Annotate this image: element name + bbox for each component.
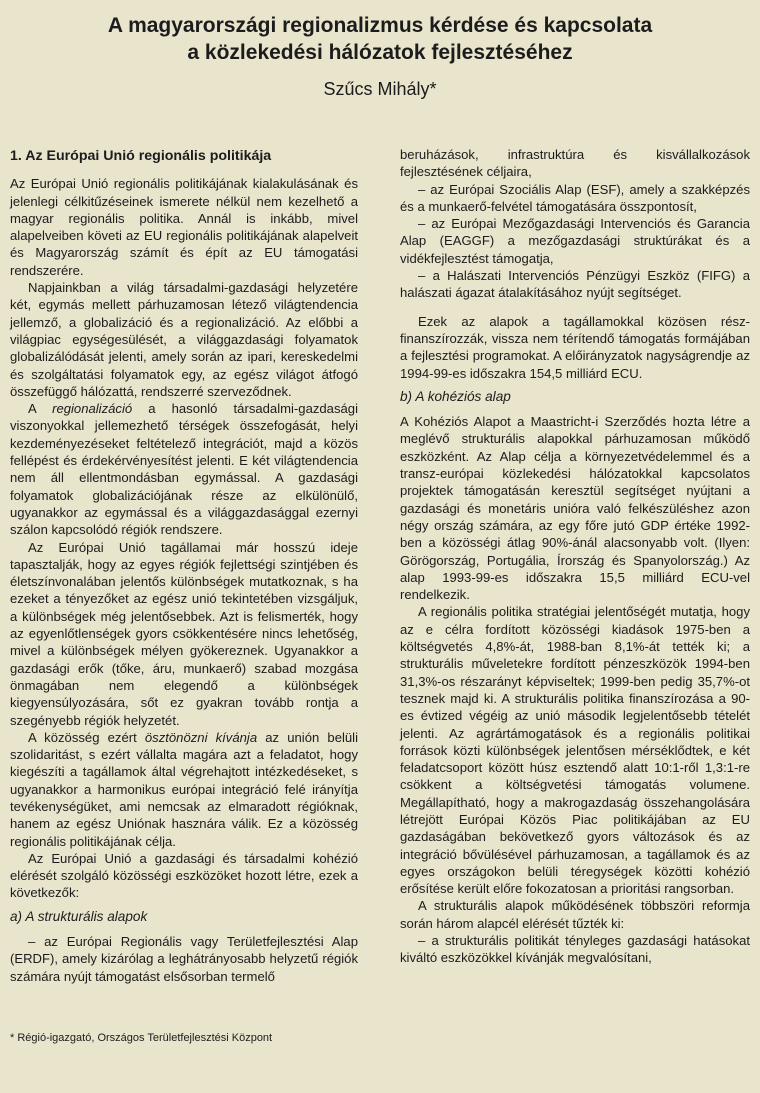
title-line-1: A magyarországi regionalizmus kérdése és kapcsolata — [107, 14, 653, 37]
paragraph: Az Európai Unió tagállamai már hosszú ideje tapasztalják, hogy az egyes régiók fejlettségi szintjében és életszínvonalában jelentős különbségek mutatkoznak, s ha ezeket a tényezőket az egész unió tekintetében vizsgáljuk, a különbségek még jelentősebbek. Azt is felismerték, hogy az egyenlőtlenségek gyors csökkentésére nincs lehetőség, mivel a különbségek mélyen gyökereznek. Ugyanakkor a gazdasági erők (tőke, áru, munkaerő) szabad mozgása önmagában nem elegendő a különbségek kiegyensúlyozására, sőt ez gyakran tovább rontja a szegényebb régiók helyzetét. — [10, 539, 358, 728]
paragraph: – az Európai Regionális vagy Területfejlesztési Alap (ERDF), amely kizárólag a leghátrányosabb helyzetű régiók számára nyújt támogatást elsősorban termelő — [10, 934, 358, 984]
subsection-heading: a) A strukturális alapok — [10, 908, 148, 924]
spacer — [400, 302, 750, 313]
paragraph: A regionális politika stratégiai jelentőségét mutatja, hogy az e célra fordított közösségi kiadások 1975-ben a költségvetés 4,8%-át, 1988-ban 8,1%-át tették ki; a strukturális műveletekre fordított pénzeszközök 1994-ben 31,3%-os részarányt képviseltek; 1999-ben pedig 35,7%-ot tesznek majd ki. A strukturális politika finanszírozása a 90-es évtized végéig az unió második legjelentősebb tételét jelenti. Az agrártámogatások és a regionális politikai források közti különbségek jelentősen mérséklődtek, e két feladatcsoport között húsz esztendő alatt 10:1-ről 1,3:1-re csökkent a költségvetési támogatás volumene. Megállapítható, hogy a makrogazdaság összehangolására létrejött Európai Közös Piac politikájában az EU gazdaságában bekövetkező gyors változások és az integráció bővülésével párhuzamosan, a tagállamok és az egyes országokon belüli téregységek közötti kohézió erősítése került előre fokozatosan a prioritási rangsorban. — [400, 604, 750, 897]
paragraph: Az Európai Unió regionális politikájának kialakulásának és jelenlegi célkitűzéseinek ismerete nélkül nem kezelhető a magyar regionális politika. Annál is inkább, mivel alapelveiben követi az EU regionális politikájának alapelveit és Magyarország számít és épít az EU támogatási rendszerére. — [10, 176, 358, 278]
list-item: – a Halászati Intervenciós Pénzügyi Eszköz (FIFG) a halászati ágazat átalakításához nyújt segítséget. — [400, 268, 750, 301]
section-heading: 1. Az Európai Unió regionális politikája — [10, 148, 272, 164]
footnote: * Régió-igazgató, Országos Területfejlesztési Központ — [10, 1032, 273, 1044]
subsection-heading: b) A kohéziós alap — [400, 388, 511, 404]
paragraph: Napjainkban a világ társadalmi-gazdasági helyzetére két, egymás mellett párhuzamosan létező világtendencia jellemző, a globalizáció és a regionalizáció. Az előbbi a világpiac egységesülését, a világgazdasági folyamatok globalizálódását jelenti, amely során az ipari, kereskedelmi és szolgáltatási folyamatok egy, az egész világot átfogó összefüggő hálózattá, rendszerré szerveződnek. — [10, 280, 358, 399]
list-item: – az Európai Mezőgazdasági Intervenciós és Garancia Alap (EAGGF) a mezőgazdasági struktúrákat és a vidékfejlesztést támogatja, — [400, 216, 750, 266]
paragraph: A strukturális alapok működésének többszöri reformja során három alapcél elérését tűzték ki: — [400, 898, 750, 931]
article-title — [0, 12, 760, 66]
paragraph: A közösség ezért ösztönözni kívánja az unión belüli szolidaritást, s ezért vállalta magára azt a feladatot, hogy kiegészíti a tagállamok által végrehajtott intézkedéseket, s ugyanakkor a harmonikus európai integráció felé irányítja tevékenységüket, ami nemcsak az elmaradott régióknak, hanem az egész Uniónak hasznára válik. Ez a közösség regionális politikájának célja. — [10, 729, 358, 849]
paragraph: Az Európai Unió a gazdasági és társadalmi kohézió elérését szolgáló közösségi eszközöket hozott létre, ezek a következők: — [10, 850, 358, 901]
list-item: – az Európai Szociális Alap (ESF), amely a szakképzés és a munkaerő-felvétel támogatására összpontosít, — [400, 181, 750, 214]
right-column — [400, 146, 750, 967]
emphasis: ösztönözni kívánja — [144, 729, 258, 745]
paragraph: A Kohéziós Alapot a Maastricht-i Szerződés hozta létre a meglévő strukturális alapokkal párhuzamosan működő eszközként. Az Alap célja a környezetvédelemmel és a transz-európai közlekedési hálózatokkal kapcsolatos projektek támogatásán keresztül segítséget nyújtani a gazdasági és monetáris unióra való felkészüléshez azon négy ország számára, az egy főre jutó GDP értéke 1992-ben a közösségi átlag 90%-ánál alacsonyabb volt. (Ilyen: Görögország, Portugália, Írország és Spanyolország.) Az alap 1993-99-es időszakra 15,5 milliárd ECU-vel rendelkezik. — [400, 414, 750, 603]
emphasis: regionalizáció — [52, 401, 133, 417]
author: Szűcs Mihály* — [323, 79, 437, 99]
paragraph: Ezek az alapok a tagállamokkal közösen rész-finanszírozzák, vissza nem térítendő támogatás formájában a fejlesztési programokat. A előirányzatok nagyságrendje az 1994-99-es időszakra 154,5 milliárd ECU. — [400, 313, 750, 381]
title-line-2: a közlekedési hálózatok fejlesztéséhez — [187, 41, 573, 64]
paragraph: beruházások, infrastruktúra és kisvállalkozások fejlesztésének céljaira, — [400, 147, 750, 180]
paragraph: A regionalizáció a hasonló társadalmi-gazdasági viszonyokkal jellemezhető térségek összefogását, helyi kezdeményezéseket feltételező integrációt, majd a közös fellépést és érdekérvényesítést jelenti. E két világtendencia nem áll ellentmondásban egymással. A gazdasági folyamatok globalizációjának része az elkülönülő, ugyanakkor az egymással és a világgazdasággal ezernyi szálon kapcsolódó régiók rendszere. — [10, 401, 358, 538]
list-item: – a strukturális politikát tényleges gazdasági hatásokat kiváltó eszközökkel kívánják megvalósítani, — [400, 933, 750, 966]
left-column — [10, 146, 358, 985]
